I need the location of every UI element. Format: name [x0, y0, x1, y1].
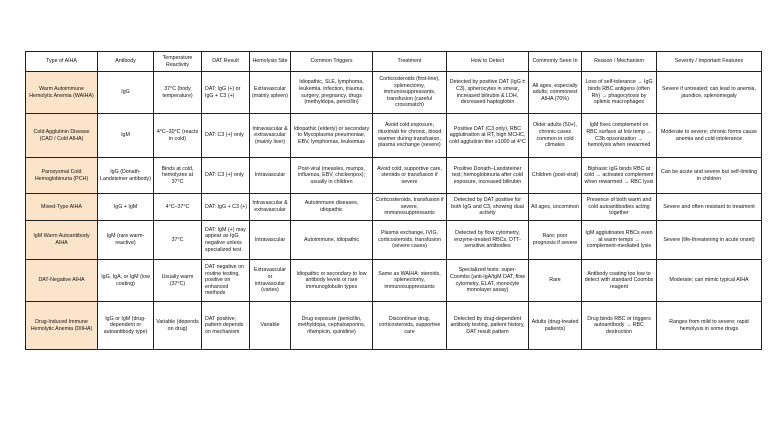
dat-cell: DAT: IgG + C3 (+) — [202, 194, 250, 221]
mechanism-cell: Antibody coating too low to detect with standard Coombs reagent — [582, 260, 657, 302]
hemolysis-site-cell: Extravascular (mainly spleen) — [250, 72, 291, 114]
temperature-cell: 4°C–30°C (reacts in cold) — [154, 114, 202, 158]
severity-cell: Severe (life-threatening in acute onset) — [657, 221, 762, 260]
treatment-cell: Corticosteroids, transfusion if severe, immunosuppressants — [373, 194, 447, 221]
severity-cell: Severe if untreated; can lead to anemia, jaundice, splenomegaly — [657, 72, 762, 114]
detection-cell: Detected by DAT positive for both IgG and C3, showing dual activity — [447, 194, 529, 221]
detection-cell: Positive DAT (C3 only), RBC agglutination at RT, high MCHC, cold agglutinin titer ≥1000 at 4°C — [447, 114, 529, 158]
detection-cell: Detected by flow cytometry, enzyme-treated RBCs, DTT-sensitive antibodies — [447, 221, 529, 260]
seen-in-cell: Rare; poor prognosis if severe — [529, 221, 582, 260]
antibody-cell: IgG + IgM — [98, 194, 154, 221]
header-hemolysis-site: Hemolysis Site — [250, 52, 291, 72]
temperature-cell: 4°C–37°C — [154, 194, 202, 221]
header-detection: How to Detect — [447, 52, 529, 72]
seen-in-cell: Adults (drug-treated patients) — [529, 302, 582, 350]
seen-in-cell: Rare — [529, 260, 582, 302]
treatment-cell: Avoid cold, supportive care, steroids or transfusion if severe — [373, 158, 447, 194]
triggers-cell: Post-viral (measles, mumps, influenza, EBV, chickenpox); usually in children — [291, 158, 373, 194]
type-cell: Mixed-Type AIHA — [26, 194, 98, 221]
dat-cell: DAT: IgG (+) or IgG + C3 (+) — [202, 72, 250, 114]
treatment-cell: Discontinue drug, corticosteroids, supportive care — [373, 302, 447, 350]
hemolysis-site-cell: Intravascular — [250, 158, 291, 194]
type-cell: Drug-Induced Immune Hemolytic Anemia (DIIHA) — [26, 302, 98, 350]
type-cell: IgM Warm Autoantibody AIHA — [26, 221, 98, 260]
antibody-cell: IgM (rare warm-reactive) — [98, 221, 154, 260]
seen-in-cell: Older adults (50+), chronic cases common in cold climates — [529, 114, 582, 158]
seen-in-cell: All ages, uncommon — [529, 194, 582, 221]
antibody-cell: IgG (Donath-Landsteiner antibody) — [98, 158, 154, 194]
header-temperature: Temperature Reactivity — [154, 52, 202, 72]
table-row-dat-negative — [26, 260, 762, 302]
header-triggers: Common Triggers — [291, 52, 373, 72]
dat-cell: DAT: C3 (+) only — [202, 158, 250, 194]
header-mechanism: Reason / Mechanism — [582, 52, 657, 72]
severity-cell: Can be acute and severe but self-limiting in children — [657, 158, 762, 194]
triggers-cell: Idiopathic or secondary to low antibody levels or rare immunoglobulin types — [291, 260, 373, 302]
mechanism-cell: IgM fixes complement on RBC surface at low temp → C3b opsonization → hemolysis when rewarmed — [582, 114, 657, 158]
treatment-cell: Corticosteroids (first-line), splenectomy, immunosuppressants, transfusion (careful crossmatch) — [373, 72, 447, 114]
header-seen-in: Commonly Seen In — [529, 52, 582, 72]
header-antibody: Antibody — [98, 52, 154, 72]
mechanism-cell: Loss of self-tolerance → IgG binds RBC antigens (often Rh) → phagocytosis by splenic macrophages — [582, 72, 657, 114]
mechanism-cell: Presence of both warm and cold autoantibodies acting together — [582, 194, 657, 221]
triggers-cell: Autoimmune diseases, idiopathic — [291, 194, 373, 221]
hemolysis-site-cell: Intravascular & extravascular (mainly liver) — [250, 114, 291, 158]
triggers-cell: Idiopathic (elderly) or secondary to Mycoplasma pneumoniae, EBV, lymphomas, leukemias — [291, 114, 373, 158]
treatment-cell: Plasma exchange, IVIG, corticosteroids, transfusion (severe cases) — [373, 221, 447, 260]
triggers-cell: Autoimmune, idiopathic — [291, 221, 373, 260]
antibody-cell: IgG — [98, 72, 154, 114]
severity-cell: Ranges from mild to severe; rapid hemolysis in some drugs — [657, 302, 762, 350]
type-cell: DAT-Negative AIHA — [26, 260, 98, 302]
table-row-diiha — [26, 302, 762, 350]
temperature-cell: Usually warm (37°C) — [154, 260, 202, 302]
table-row-igm-warm — [26, 221, 762, 260]
mechanism-cell: IgM agglutinates RBCs even at warm temps → complement-mediated lysis — [582, 221, 657, 260]
type-cell: Warm Autoimmune Hemolytic Anemia (WAIHA) — [26, 72, 98, 114]
hemolysis-site-cell: Extravascular or intravascular (varies) — [250, 260, 291, 302]
temperature-cell: Variable (depends on drug) — [154, 302, 202, 350]
mechanism-cell: Biphasic IgG binds RBC at cold → activates complement when rewarmed → RBC lysis — [582, 158, 657, 194]
detection-cell: Specialized tests: super-Coombs (anti-IgA/IgM DAT, flow cytometry, ELAT, monocyte monolayer assay) — [447, 260, 529, 302]
dat-cell: DAT: IgM (+) may appear as IgG negative unless specialized test — [202, 221, 250, 260]
antibody-cell: IgG or IgM (drug-dependent or autoantibody type) — [98, 302, 154, 350]
hemolysis-site-cell: Intravascular — [250, 221, 291, 260]
dat-cell: DAT negative on routine testing, positive on enhanced methods — [202, 260, 250, 302]
severity-cell: Moderate; can mimic typical AIHA — [657, 260, 762, 302]
triggers-cell: Idiopathic, SLE, lymphoma, leukemia, infection, trauma, surgery, pregnancy, drugs (methyldopa, penicillin) — [291, 72, 373, 114]
table-row-cad — [26, 114, 762, 158]
hemolysis-site-cell: Variable — [250, 302, 291, 350]
antibody-cell: IgM — [98, 114, 154, 158]
antibody-cell: IgG, IgA, or IgM (low coating) — [98, 260, 154, 302]
header-type: Type of AIHA — [26, 52, 98, 72]
type-cell: Paroxysmal Cold Hemoglobinuria (PCH) — [26, 158, 98, 194]
treatment-cell: Same as WAIHA: steroids, splenectomy, immunosuppressants — [373, 260, 447, 302]
hemolysis-site-cell: Intravascular & extravascular — [250, 194, 291, 221]
table-row-pch — [26, 158, 762, 194]
type-cell: Cold Agglutinin Disease (CAD / Cold AIHA) — [26, 114, 98, 158]
severity-cell: Moderate to severe; chronic forms cause anemia and cold intolerance — [657, 114, 762, 158]
seen-in-cell: All ages, especially adults; commonest AIHA (70%) — [529, 72, 582, 114]
table-row-waiha — [26, 72, 762, 114]
header-severity: Severity / Important Features — [657, 52, 762, 72]
severity-cell: Severe and often resistant to treatment — [657, 194, 762, 221]
temperature-cell: 37°C — [154, 221, 202, 260]
mechanism-cell: Drug binds RBC or triggers autoantibody → RBC destruction — [582, 302, 657, 350]
detection-cell: Detected by drug-dependent antibody testing, patient history, DAT result pattern — [447, 302, 529, 350]
header-row — [26, 52, 762, 72]
dat-cell: DAT: C3 (+) only — [202, 114, 250, 158]
detection-cell: Positive Donath–Landsteiner test; hemoglobinuria after cold exposure, increased bilirubin — [447, 158, 529, 194]
table-row-mixed — [26, 194, 762, 221]
detection-cell: Detected by positive DAT (IgG ± C3), spherocytes in smear, increased bilirubin & LDH, decreased haptoglobin — [447, 72, 529, 114]
header-dat: DAT Result — [202, 52, 250, 72]
temperature-cell: Binds at cold, hemolyzes at 37°C — [154, 158, 202, 194]
dat-cell: DAT positive; pattern depends on mechanism — [202, 302, 250, 350]
aiha-comparison-table — [25, 51, 762, 350]
header-treatment: Treatment — [373, 52, 447, 72]
temperature-cell: 37°C (body temperature) — [154, 72, 202, 114]
triggers-cell: Drug exposure (penicillin, methyldopa, cephalosporins, rifampicin, quinidine) — [291, 302, 373, 350]
seen-in-cell: Children (post-viral) — [529, 158, 582, 194]
treatment-cell: Avoid cold exposure, rituximab for chronic, blood warmer during transfusion, plasma exchange (severe) — [373, 114, 447, 158]
